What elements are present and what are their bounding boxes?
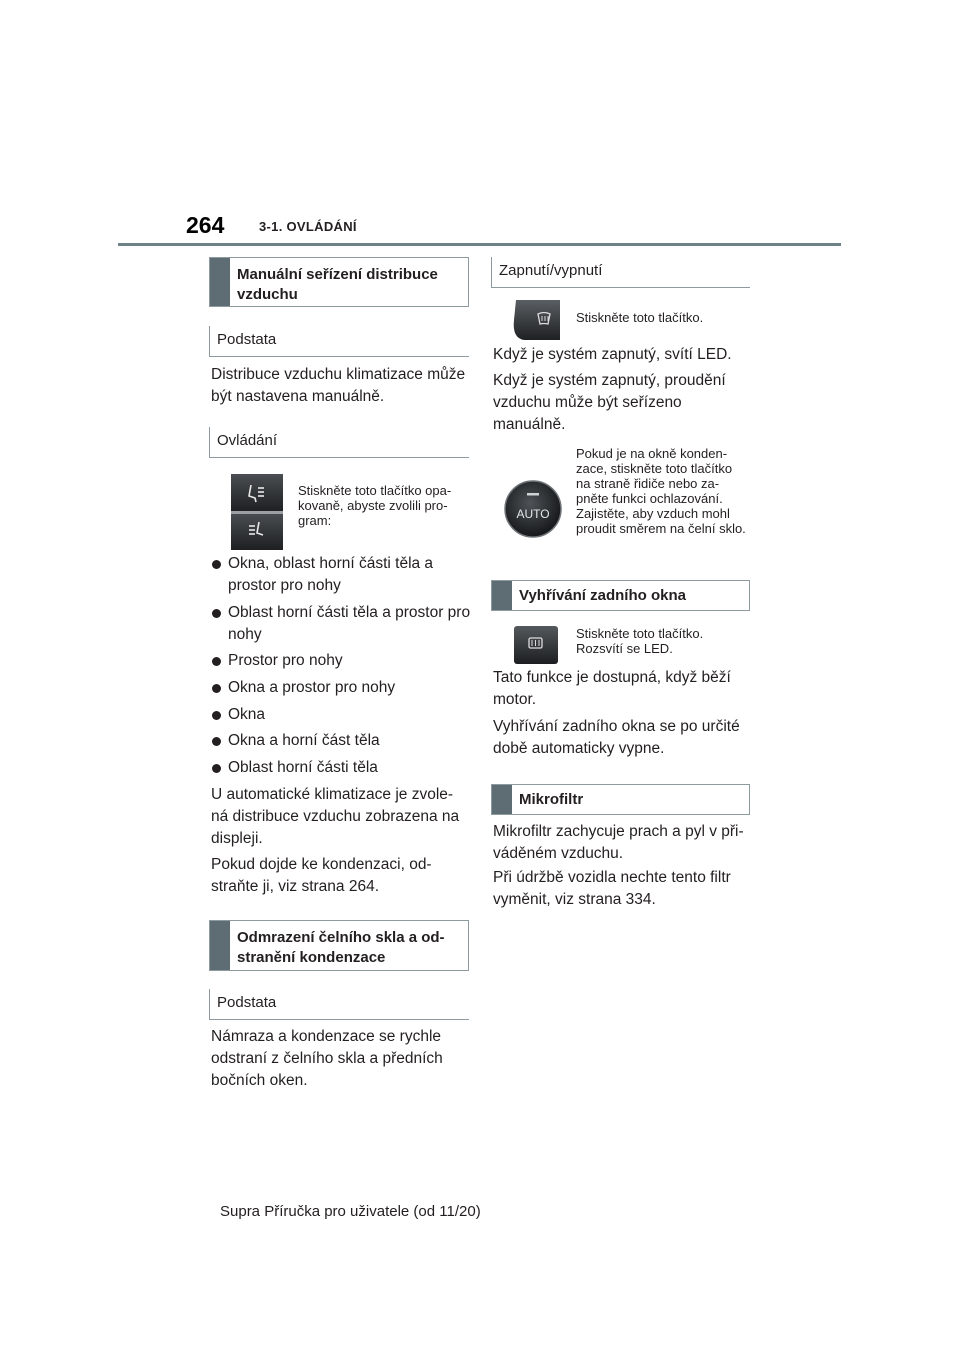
page-number: 264	[186, 212, 225, 238]
section-heading-bar	[210, 921, 230, 970]
subheading-text: Podstata	[217, 994, 277, 1011]
section-heading-text: Manuální seřízení distribuce vzduchu	[237, 266, 438, 303]
air-program-list	[211, 553, 471, 784]
section-heading-microfilter	[491, 784, 750, 815]
chapter-title: 3-1. OVLÁDÁNÍ	[259, 219, 357, 234]
subheading-text: Podstata	[217, 331, 277, 348]
section-heading-rear-window	[491, 580, 750, 611]
air-distribution-buttons-image	[231, 474, 283, 550]
windshield-defrost-icon	[510, 300, 560, 340]
list-item: Okna	[211, 704, 471, 726]
auto-knob-label: AUTO	[516, 507, 550, 521]
list-item: Prostor pro nohy	[211, 650, 471, 672]
section-heading-text: Mikrofiltr	[519, 791, 584, 808]
led-paragraph: Když je systém zapnutý, svítí LED.	[493, 346, 732, 363]
section-heading-bar	[210, 258, 230, 306]
condensation-paragraph: Pokud dojde ke kondenzaci, od-straňte ji, viz strana 264.	[211, 856, 432, 895]
list-item: Oblast horní části těla	[211, 757, 471, 779]
principle-paragraph: Distribuce vzduchu klimatizace může být nastavena manuálně.	[211, 366, 466, 405]
header-rule	[118, 243, 841, 246]
microfilter-paragraph-2: Při údržbě vozidla nechte tento filtr vyměnit, viz strana 334.	[493, 869, 731, 908]
section-heading-bar	[492, 785, 512, 814]
subheading-principle-2	[209, 989, 469, 1020]
rear-window-heat-icon	[514, 626, 558, 664]
section-heading-defrost	[209, 920, 469, 971]
airflow-paragraph: Když je systém zapnutý, proudění vzduchu může být seřízeno manuálně.	[493, 372, 726, 433]
subheading-control	[209, 427, 469, 458]
section-heading-text: Vyhřívání zadního okna	[519, 587, 686, 604]
air-distribution-icon	[231, 474, 283, 550]
list-item: Okna a horní část těla	[211, 730, 471, 752]
rear-window-paragraph-1: Tato funkce je dostupná, když běží motor.	[493, 669, 731, 708]
rear-window-button-image	[514, 626, 558, 664]
section-heading-text: Odmrazení čelního skla a od-stranění kondenzace	[237, 929, 445, 966]
microfilter-paragraph-1: Mikrofiltr zachycuje prach a pyl v při-váděném vzduchu.	[493, 823, 744, 862]
defrost-button-image	[510, 300, 560, 340]
subheading-onoff	[491, 257, 750, 288]
section-heading-bar	[492, 581, 512, 610]
list-item: Oblast horní části těla a prostor pro nohy	[211, 602, 471, 646]
subheading-text: Zapnutí/vypnutí	[499, 262, 603, 279]
rear-window-paragraph-2: Vyhřívání zadního okna se po určité době automaticky vypne.	[493, 718, 740, 757]
subheading-principle	[209, 326, 469, 357]
list-item: Okna a prostor pro nohy	[211, 677, 471, 699]
list-item: Okna, oblast horní části těla a prostor pro nohy	[211, 553, 471, 597]
auto-knob-icon	[504, 478, 562, 540]
auto-caption: Pokud je na okně konden-zace, stiskněte toto tlačítko na straně řidiče nebo za-pněte funkci ochlazování. Zajistěte, aby vzduch mohl proudit směrem na čelní sklo.	[576, 446, 746, 536]
section-heading-manual	[209, 257, 469, 307]
auto-ac-paragraph: U automatické klimatizace je zvole-ná distribuce vzduchu zobrazena na displeji.	[211, 786, 460, 847]
onoff-caption: Stiskněte toto tlačítko.	[576, 310, 704, 325]
footer-text: Supra Příručka pro uživatele (od 11/20)	[220, 1203, 481, 1220]
rear-window-caption: Stiskněte toto tlačítko. Rozsvítí se LED.	[576, 626, 704, 656]
defrost-paragraph: Námraza a kondenzace se rychle odstraní z čelního skla a předních bočních oken.	[211, 1028, 443, 1089]
control-caption: Stiskněte toto tlačítko opa-kovaně, abyste zvolili pro-gram:	[298, 483, 452, 528]
auto-button-image	[504, 478, 562, 540]
subheading-text: Ovládání	[217, 432, 278, 449]
